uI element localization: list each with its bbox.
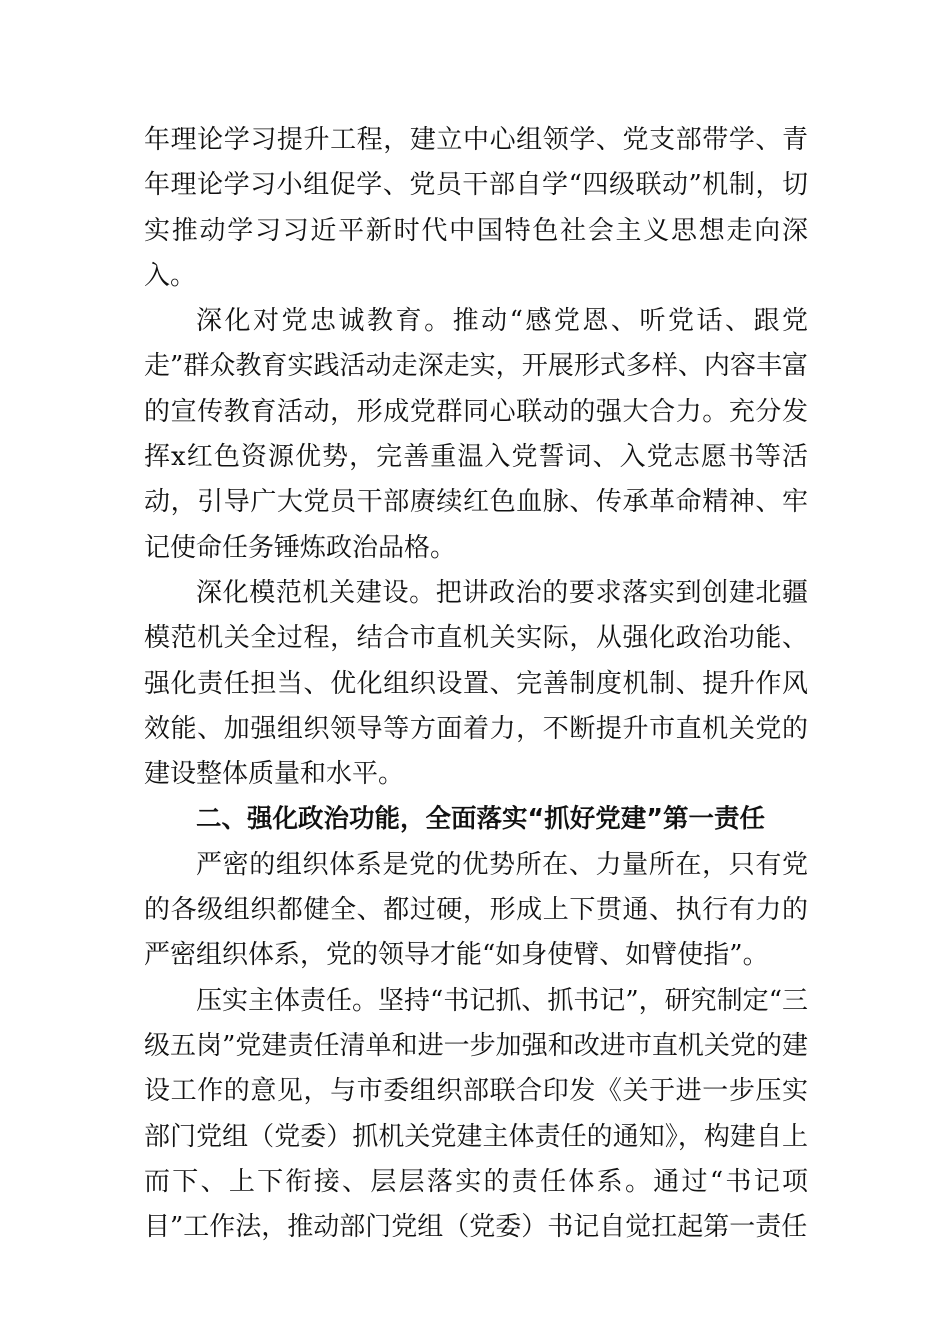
section-heading-2: 二、强化政治功能，全面落实“抓好党建”第一责任 [196, 804, 766, 835]
paragraph-organization-system: 严密的组织体系是党的优势所在、力量所在，只有党的各级组织都健全、都过硬，形成上下贯通、执行有力的严密组织体系，党的领导才能“如身使臂、如臂使指”。 [144, 849, 808, 971]
paragraph-study-project: 年理论学习提升工程，建立中心组领学、党支部带学、青年理论学习小组促学、党员干部自学“四级联动”机制，切实推动学习习近平新时代中国特色社会主义思想走向深入。 [144, 125, 808, 291]
document-body [144, 118, 808, 1250]
paragraph-main-responsibility: 压实主体责任。坚持“书记抓、抓书记”，研究制定“三级五岗”党建责任清单和进一步加强和改进市直机关党的建设工作的意见，与市委组织部联合印发《关于进一步压实部门党组（党委）抓机关党建主体责任的通知》，构建自上而下、上下衔接、层层落实的责任体系。通过“书记项目”工作法，推动部门党组（党委）书记自觉扛起第一责任 [144, 985, 808, 1243]
paragraph-loyalty-education: 深化对党忠诚教育。推动“感党恩、听党话、跟党走”群众教育实践活动走深走实，开展形式多样、内容丰富的宣传教育活动，形成党群同心联动的强大合力。充分发挥x红色资源优势，完善重温入党誓词、入党志愿书等活动，引导广大党员干部赓续红色血脉、传承革命精神、牢记使命任务锤炼政治品格。 [144, 306, 808, 563]
paragraph-model-organs: 深化模范机关建设。把讲政治的要求落实到创建北疆模范机关全过程，结合市直机关实际，从强化政治功能、强化责任担当、优化组织设置、完善制度机制、提升作风效能、加强组织领导等方面着力，不断提升市直机关党的建设整体质量和水平。 [144, 577, 808, 790]
